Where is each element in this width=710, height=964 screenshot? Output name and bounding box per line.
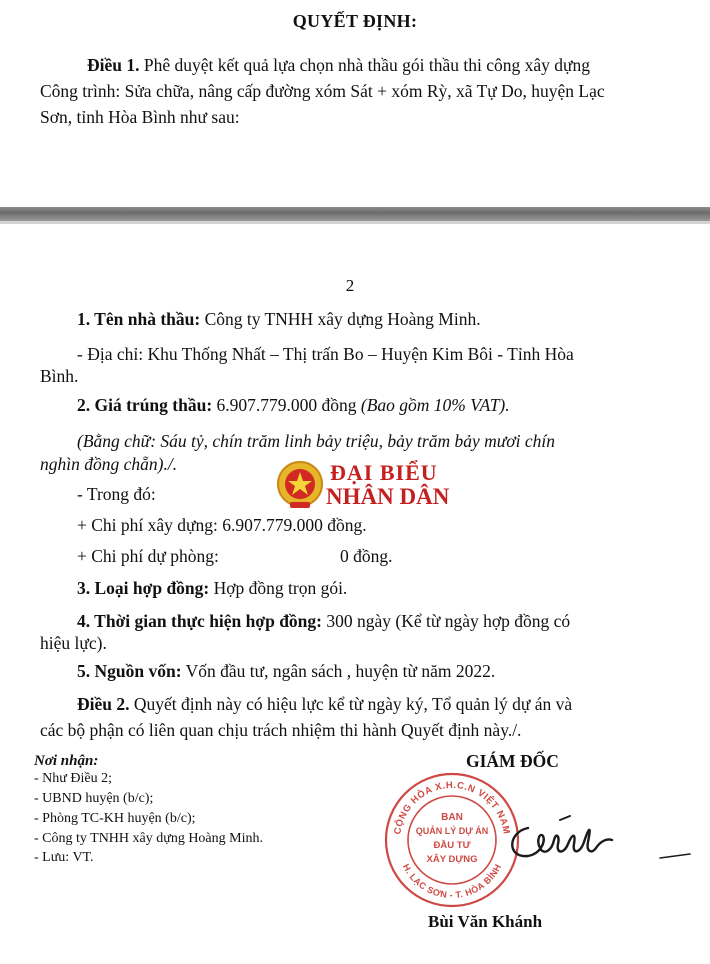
price-line [77,394,510,416]
duration-line-1 [77,610,570,632]
funding-value: Vốn đầu tư, ngân sách , huyện từ năm 2022. [181,661,496,681]
stamp-center-line: BAN [441,812,463,823]
price-in-words-line-2: nghìn đồng chẵn)./. [40,454,178,474]
funding-label: 5. Nguồn vốn: [77,661,182,681]
page-break-divider-shadow [0,221,710,224]
article-2-label: Điều 2. [77,694,130,714]
construction-cost: + Chi phí xây dựng: 6.907.779.000 đồng. [77,515,367,535]
page-number: 2 [345,276,355,295]
price-note: (Bao gồm 10% VAT). [360,395,510,415]
contract-type-label: 3. Loại hợp đồng: [77,578,210,598]
contingency-value: 0 đồng. [340,546,393,566]
article-2-line-2: các bộ phận có liên quan chịu trách nhiệm thi hành Quyết định này./. [40,720,522,740]
contingency-label: + Chi phí dự phòng: [77,546,219,566]
recipient-item: - Phòng TC-KH huyện (b/c); [34,811,196,826]
contractor-value: Công ty TNHH xây dựng Hoàng Minh. [200,309,481,329]
address-line-2: Bình. [40,366,79,386]
article-1-label: Điều 1. [87,55,140,75]
decision-heading: QUYẾT ĐỊNH: [292,11,418,31]
stamp-center-line: QUẢN LÝ DỰ ÁN [415,826,489,836]
recipients-heading: Nơi nhận: [34,753,99,769]
price-value: 6.907.779.000 đồng [212,395,361,415]
recipient-item: - Công ty TNHH xây dựng Hoàng Minh. [34,831,263,846]
watermark-line-2: NHÂN DÂN [326,484,450,509]
article-1-line-3: Sơn, tỉnh Hòa Bình như sau: [40,107,240,127]
funding-line [77,660,495,682]
address-line-1: - Địa chỉ: Khu Thống Nhất – Thị trấn Bo – Huyện Kim Bôi - Tỉnh Hòa [77,344,574,364]
page-break-divider [0,207,710,221]
handwritten-signature [488,792,698,882]
price-label: 2. Giá trúng thầu: [77,395,213,415]
contractor-line [77,308,481,330]
article-1-line-2: Công trình: Sửa chữa, nâng cấp đường xóm Sát + xóm Rỳ, xã Tự Do, huyện Lạc [40,81,605,101]
contract-type-line [77,577,347,599]
contract-type-value: Hợp đồng trọn gói. [209,578,348,598]
recipient-item: - UBND huyện (b/c); [34,791,154,806]
signer-title: GIÁM ĐỐC [466,751,559,771]
recipient-item: - Như Điều 2; [34,771,112,786]
stamp-ring-bottom: H. LẠC SƠN - T. HÒA BÌNH [400,862,504,901]
watermark-line-1: ĐẠI BIỂU [330,460,438,485]
price-in-words-line-1: (Bằng chữ: Sáu tỷ, chín trăm linh bảy triệu, bảy trăm bảy mươi chín [77,431,556,451]
signer-name: Bùi Văn Khánh [428,912,543,931]
contractor-label: 1. Tên nhà thầu: [77,309,201,329]
national-emblem-icon [276,460,324,510]
breakdown-label: - Trong đó: [77,484,156,504]
duration-value: 300 ngày (Kể từ ngày hợp đồng có [321,611,571,631]
article-1-line-1: Điều 1. Phê duyệt kết quả lựa chọn nhà thầu gói thầu thi công xây dựng [87,55,591,75]
watermark-logo [276,460,476,512]
stamp-center-line: ĐẦU TƯ [433,840,471,851]
stamp-center-line: XÂY DỰNG [426,854,478,865]
recipient-item: - Lưu: VT. [34,850,94,865]
duration-line-2: hiệu lực). [40,633,107,653]
duration-label: 4. Thời gian thực hiện hợp đồng: [77,611,322,631]
stamp-ring-top: CỘNG HÒA X.H.C.N VIỆT NAM [392,779,512,836]
article-2-line-1: Điều 2. Quyết định này có hiệu lực kể từ ngày ký, Tổ quản lý dự án và [77,694,573,714]
